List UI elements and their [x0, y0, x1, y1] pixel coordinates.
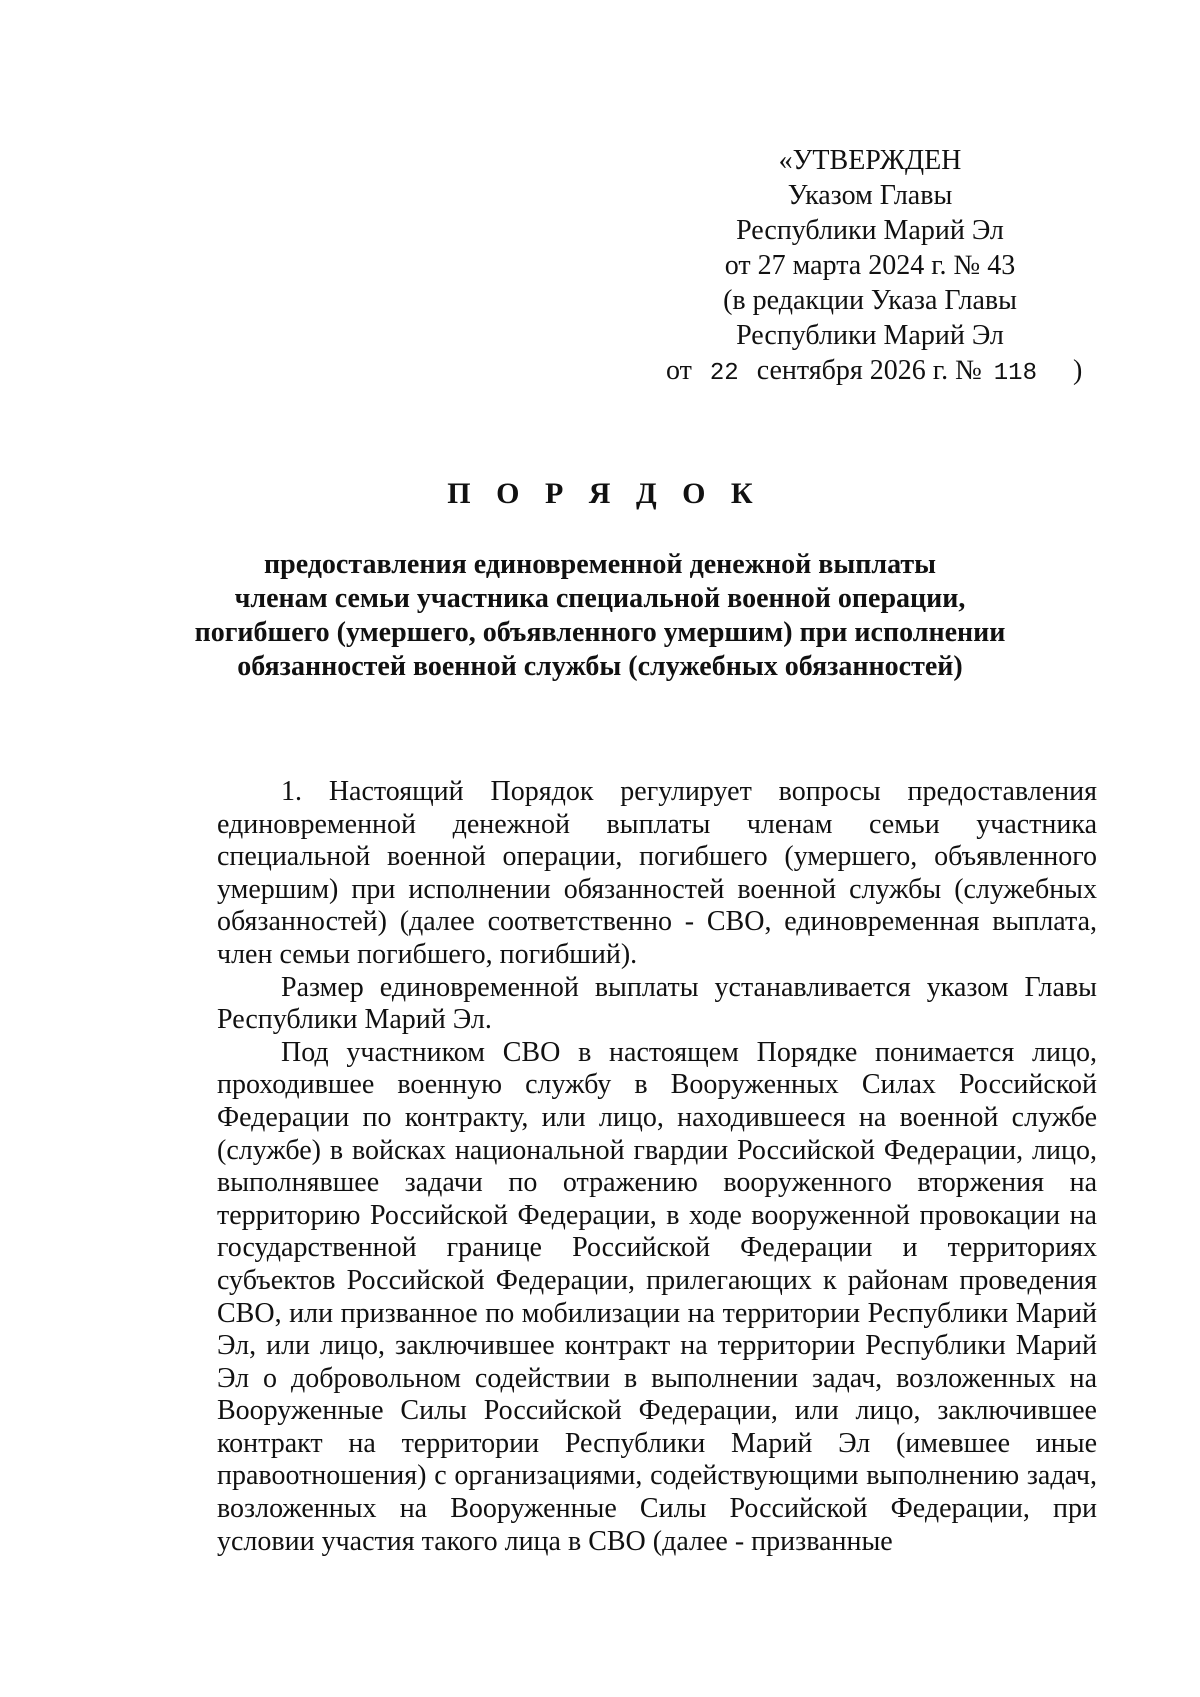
document-body [217, 776, 1097, 1558]
paragraph-2: Размер единовременной выплаты устанавливается указом Главы Республики Марий Эл. [217, 971, 1097, 1036]
document-subtitle [160, 548, 1040, 684]
approval-revision: (в редакции Указа Главы [723, 285, 1017, 316]
paragraph-1: 1. Настоящий Порядок регулирует вопросы предоставления единовременной денежной выплаты членам семьи участника специальной военной операции, погибшего (умершего, объявленного умершим) при исполнении обязанностей военной службы (служебных обязанностей) (далее соответственно - СВО, единовременная выплата, член семьи погибшего, погибший). [217, 776, 1097, 970]
subtitle-line: предоставления единовременной денежной выплаты [264, 549, 936, 580]
approval-date: от 27 марта 2024 г. № 43 [724, 250, 1016, 281]
revision-number: 118 [993, 360, 1037, 387]
subtitle-line: погибшего (умершего, объявленного умершим) при исполнении [194, 617, 1006, 648]
approval-revision-date [640, 353, 1100, 391]
revision-closing-bracket: ) [1073, 355, 1083, 386]
approval-status: «УТВЕРЖДЕН [778, 145, 962, 176]
subtitle-line: членам семьи участника специальной военной операции, [234, 583, 966, 614]
approval-revision-republic: Республики Марий Эл [736, 320, 1004, 351]
approval-republic: Республики Марий Эл [736, 215, 1004, 246]
approval-decree: Указом Главы [787, 180, 953, 211]
revision-date-prefix: от [666, 355, 692, 386]
paragraph-3: Под участником СВО в настоящем Порядке понимается лицо, проходившее военную службу в Вооруженных Силах Российской Федерации по контракту, или лицо, находившееся на военной службе (службе) в войсках национальной гвардии Российской Федерации, лицо, выполнявшее задачи по отражению вооруженного вторжения на территорию Российской Федерации, в ходе вооруженной провокации на государственной границе Российской Федерации и территориях субъектов Российской Федерации, прилегающих к районам проведения СВО, или призванное по мобилизации на территории Республики Марий Эл, или лицо, заключившее контракт на территории Республики Марий Эл о добровольном содействии в выполнении задач, возложенных на Вооруженные Силы Российской Федерации, или лицо, заключившее контракт на территории Республики Марий Эл (имевшее иные правоотношения) с организациями, содействующими выполнению задач, возложенных на Вооруженные Силы Российской Федерации, при условии участия такого лица в СВО (далее - призванные [217, 1036, 1097, 1557]
subtitle-line: обязанностей военной службы (служебных обязанностей) [237, 651, 963, 682]
approval-block [640, 143, 1100, 391]
revision-month-year: сентября 2026 г. № [756, 355, 982, 386]
revision-day: 22 [709, 360, 739, 387]
document-title: П О Р Я Д О К [447, 477, 762, 510]
